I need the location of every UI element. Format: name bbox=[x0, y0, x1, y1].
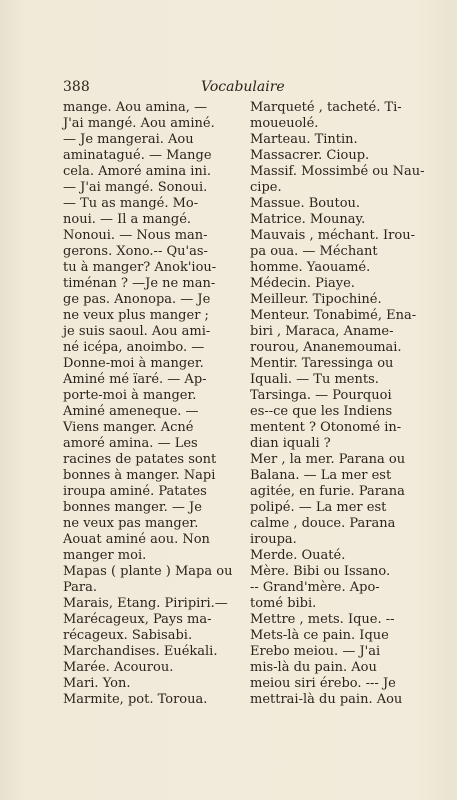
text-line: Mer , la mer. Parana ou bbox=[250, 452, 406, 467]
running-title: Vocabulaire bbox=[201, 79, 285, 95]
text-line: Mentir. Taressinga ou bbox=[250, 356, 394, 371]
text-line: Menteur. Tonabimé, Ena- bbox=[250, 308, 417, 323]
text-line: agitée, en furie. Parana bbox=[250, 484, 405, 499]
text-line: né icépa, anoimbo. — bbox=[63, 340, 205, 355]
right-column bbox=[250, 100, 430, 708]
text-line: Marécageux, Pays ma- bbox=[63, 612, 212, 627]
text-line: Para. bbox=[63, 580, 98, 595]
text-line: Marais, Etang. Piripiri.— bbox=[63, 596, 228, 611]
text-line: amoré amina. — Les bbox=[63, 436, 198, 451]
text-line: Mère. Bibi ou Issano. bbox=[250, 564, 391, 579]
text-line: Mets-là ce pain. Ique bbox=[250, 628, 389, 643]
text-line: ne veux plus manger ; bbox=[63, 308, 209, 323]
text-line: ge pas. Anonopa. — Je bbox=[63, 292, 211, 307]
text-line: Massue. Boutou. bbox=[250, 196, 361, 211]
text-line: Marqueté , tacheté. Ti- bbox=[250, 100, 402, 115]
text-line: Donne-moi à manger. bbox=[63, 356, 204, 371]
text-line: Nonoui. — Nous man- bbox=[63, 228, 208, 243]
text-line: bonnes à manger. Napi bbox=[63, 468, 216, 483]
text-line: polipé. — La mer est bbox=[250, 500, 387, 515]
text-line: timénan ? —Je ne man- bbox=[63, 276, 216, 291]
text-line: calme , douce. Parana bbox=[250, 516, 396, 531]
text-line: Mari. Yon. bbox=[63, 676, 131, 691]
text-line: Mettre , mets. Ique. -- bbox=[250, 612, 395, 627]
text-line: Iquali. — Tu ments. bbox=[250, 372, 379, 387]
text-line: récageux. Sabisabi. bbox=[63, 628, 193, 643]
text-line: Marmite, pot. Toroua. bbox=[63, 692, 208, 707]
text-line: cipe. bbox=[250, 180, 282, 195]
text-line: J'ai mangé. Aou aminé. bbox=[63, 116, 215, 131]
text-line: je suis saoul. Aou ami- bbox=[63, 324, 211, 339]
text-line: pa oua. — Méchant bbox=[250, 244, 378, 259]
text-line: Massif. Mossimbé ou Nau- bbox=[250, 164, 425, 179]
text-line: Marée. Acourou. bbox=[63, 660, 174, 675]
text-line: Marteau. Tintin. bbox=[250, 132, 358, 147]
text-line: noui. — Il a mangé. bbox=[63, 212, 192, 227]
text-line: homme. Yaouamé. bbox=[250, 260, 371, 275]
text-line: Mapas ( plante ) Mapa ou bbox=[63, 564, 233, 579]
text-line: Matrice. Mounay. bbox=[250, 212, 366, 227]
text-line: biri , Maraca, Aname- bbox=[250, 324, 394, 339]
text-line: — J'ai mangé. Sonoui. bbox=[63, 180, 208, 195]
text-line: mentent ? Otonomé in- bbox=[250, 420, 402, 435]
text-line: -- Grand'mère. Apo- bbox=[250, 580, 380, 595]
text-line: Meilleur. Tipochiné. bbox=[250, 292, 382, 307]
text-line: Médecin. Piaye. bbox=[250, 276, 355, 291]
left-column bbox=[63, 100, 243, 708]
text-line: Erebo meiou. — J'ai bbox=[250, 644, 381, 659]
text-line: aminatagué. — Mange bbox=[63, 148, 212, 163]
text-line: es--ce que les Indiens bbox=[250, 404, 393, 419]
text-line: Merde. Ouaté. bbox=[250, 548, 346, 563]
text-line: mettrai-là du pain. Aou bbox=[250, 692, 403, 707]
text-line: tomé bibi. bbox=[250, 596, 317, 611]
text-line: tu à manger? Anok'iou- bbox=[63, 260, 217, 275]
text-line: Aouat aminé aou. Non bbox=[63, 532, 210, 547]
page-header bbox=[63, 79, 423, 99]
text-line: iroupa aminé. Patates bbox=[63, 484, 207, 499]
text-line: Massacrer. Cioup. bbox=[250, 148, 370, 163]
text-line: manger moi. bbox=[63, 548, 147, 563]
text-line: gerons. Xono.-- Qu'as- bbox=[63, 244, 208, 259]
text-line: Tarsinga. — Pourquoi bbox=[250, 388, 392, 403]
text-line: ne veux pas manger. bbox=[63, 516, 199, 531]
text-line: mange. Aou amina, — bbox=[63, 100, 208, 115]
text-line: — Je mangerai. Aou bbox=[63, 132, 194, 147]
text-line: Marchandises. Euékali. bbox=[63, 644, 218, 659]
text-line: Viens manger. Acné bbox=[63, 420, 194, 435]
page-number: 388 bbox=[63, 79, 90, 95]
text-line: dian iquali ? bbox=[250, 436, 331, 451]
text-line: Aminé mé ïaré. — Ap- bbox=[63, 372, 207, 387]
text-line: Balana. — La mer est bbox=[250, 468, 392, 483]
text-line: cela. Amoré amina ini. bbox=[63, 164, 212, 179]
text-line: meiou siri érebo. --- Je bbox=[250, 676, 396, 691]
text-line: moueuolé. bbox=[250, 116, 319, 131]
text-line: Aminé ameneque. — bbox=[63, 404, 199, 419]
text-line: rourou, Ananemoumai. bbox=[250, 340, 402, 355]
text-line: porte-moi à manger. bbox=[63, 388, 197, 403]
text-line: iroupa. bbox=[250, 532, 297, 547]
text-line: racines de patates sont bbox=[63, 452, 217, 467]
text-line: mis-là du pain. Aou bbox=[250, 660, 377, 675]
text-line: bonnes manger. — Je bbox=[63, 500, 202, 515]
text-line: Mauvais , méchant. Irou- bbox=[250, 228, 415, 243]
text-line: — Tu as mangé. Mo- bbox=[63, 196, 199, 211]
